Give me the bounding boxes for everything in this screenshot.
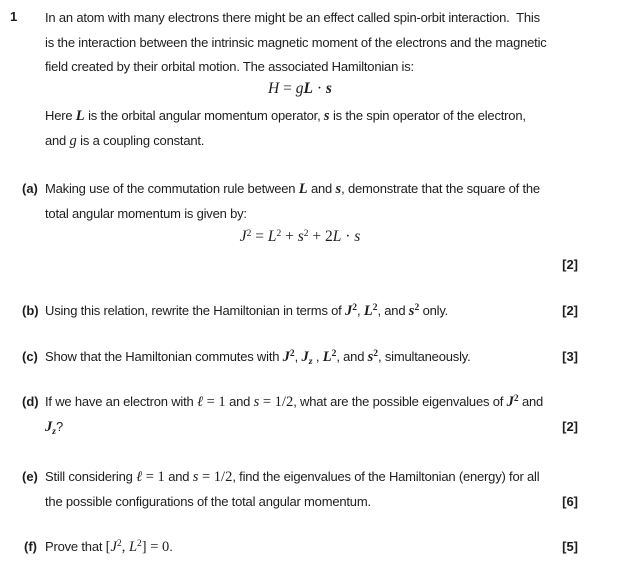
part-a-label: (a) (22, 181, 38, 196)
part-a-line: total angular momentum is given by: (45, 206, 247, 221)
part-a-line: Making use of the commutation rule between L and s, demonstrate that the square of the (45, 181, 540, 197)
part-d-line: $J_z$? (45, 419, 63, 437)
hamiltonian-equation: H = gL · s (268, 80, 332, 97)
part-b-label: (b) (22, 303, 39, 318)
part-f-line: Prove that [$J^2$, $L^2] = 0$. (45, 539, 173, 555)
part-a-marks: [2] (562, 257, 578, 272)
part-b-line: Using this relation, rewrite the Hamiltonian in terms of $J^2$, $L^2$, and $s^2$ only. (45, 303, 449, 319)
part-e-line: the possible configurations of the total angular momentum. (45, 494, 371, 509)
part-c-marks: [3] (562, 349, 578, 364)
part-e-marks: [6] (562, 494, 578, 509)
total-angular-momentum-equation: $J^2 = L^2 + s^2 + 2L \cdot s$ (239, 228, 361, 245)
part-f-marks: [5] (562, 539, 578, 554)
intro-line: field created by their orbital motion. The associated Hamiltonian is: (45, 59, 414, 74)
part-e-label: (e) (22, 469, 38, 484)
part-d-label: (d) (22, 394, 39, 409)
part-c-label: (c) (22, 349, 38, 364)
problem-number: 1 (10, 9, 18, 24)
part-f-label: (f) (24, 539, 37, 554)
intro-line: is the interaction between the intrinsic magnetic moment of the electrons and the magnetic (45, 35, 547, 50)
operator-note-line: and g is a coupling constant. (45, 133, 205, 149)
part-e-line: Still considering ℓ = 1 and s = 1/2, find the eigenvalues of the Hamiltonian (energy) for all (45, 469, 540, 485)
part-c-line: Show that the Hamiltonian commutes with $J^2$, $J_z$ , $L^2$, and $s^2$, simultaneously. (45, 349, 471, 367)
operator-note-line: Here L is the orbital angular momentum operator, s is the spin operator of the electron, (45, 108, 526, 124)
part-b-marks: [2] (562, 303, 578, 318)
part-d-marks: [2] (562, 419, 578, 434)
part-d-line: If we have an electron with ℓ = 1 and s = 1/2, what are the possible eigenvalues of $J^2$ and (45, 394, 544, 410)
intro-line: In an atom with many electrons there might be an effect called spin-orbit interaction. This (45, 10, 540, 25)
